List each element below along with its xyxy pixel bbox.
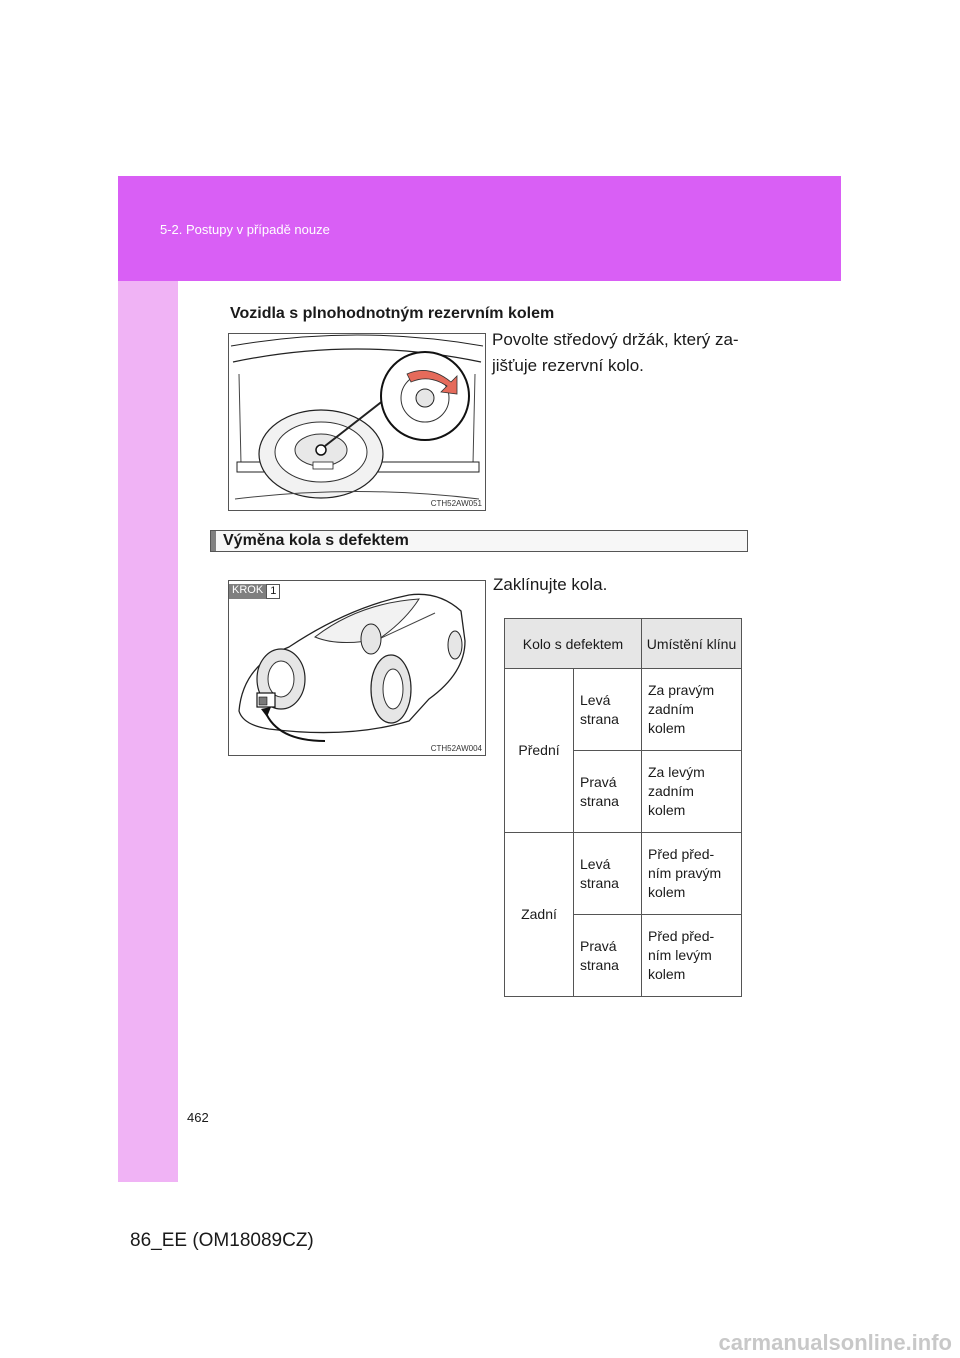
page-number: 462 bbox=[187, 1110, 209, 1125]
section-title-bar bbox=[210, 530, 748, 552]
section-title: Výměna kola s defektem bbox=[223, 532, 409, 549]
table-header-row bbox=[505, 619, 742, 669]
wheel-position-cell: Zadní bbox=[505, 833, 574, 997]
placement-cell: Před před-ním pravým kolem bbox=[642, 833, 742, 915]
chocks-figure bbox=[228, 580, 486, 756]
table-row bbox=[505, 833, 742, 915]
column-header: Umístění klínu bbox=[642, 619, 742, 669]
step-badge bbox=[229, 584, 280, 599]
figure-code: CTH52AW051 bbox=[430, 499, 482, 508]
spare-wheel-illustration bbox=[229, 334, 485, 510]
wheel-chock-table bbox=[504, 618, 742, 997]
side-cell: Pravá strana bbox=[574, 751, 642, 833]
instruction-text: Povolte středový držák, který za-jišťuje rezervní kolo. bbox=[492, 330, 739, 375]
watermark: carmanualsonline.info bbox=[718, 1330, 952, 1355]
instruction-text: Zaklínujte kola. bbox=[493, 575, 608, 594]
side-cell: Pravá strana bbox=[574, 915, 642, 997]
document-id: 86_EE (OM18089CZ) bbox=[130, 1230, 314, 1251]
section-header: 5-2. Postupy v případě nouze bbox=[160, 222, 330, 237]
column-header: Kolo s defektem bbox=[505, 619, 642, 669]
placement-cell: Před před-ním levým kolem bbox=[642, 915, 742, 997]
wheel-position-cell: Přední bbox=[505, 669, 574, 833]
placement-cell: Za levým zadním kolem bbox=[642, 751, 742, 833]
section-accent bbox=[211, 531, 216, 551]
spare-wheel-figure bbox=[228, 333, 486, 511]
spare-wheel-heading: Vozidla s plnohodnotným rezervním kolem bbox=[230, 305, 555, 322]
car-illustration bbox=[229, 581, 485, 755]
placement-cell: Za pravým zadním kolem bbox=[642, 669, 742, 751]
figure-code: CTH52AW004 bbox=[430, 744, 482, 753]
table-row bbox=[505, 669, 742, 751]
side-cell: Levá strana bbox=[574, 669, 642, 751]
margin-strip bbox=[118, 176, 178, 1182]
step-number: 1 bbox=[266, 584, 280, 599]
side-cell: Levá strana bbox=[574, 833, 642, 915]
step-label: KROK bbox=[229, 584, 266, 599]
